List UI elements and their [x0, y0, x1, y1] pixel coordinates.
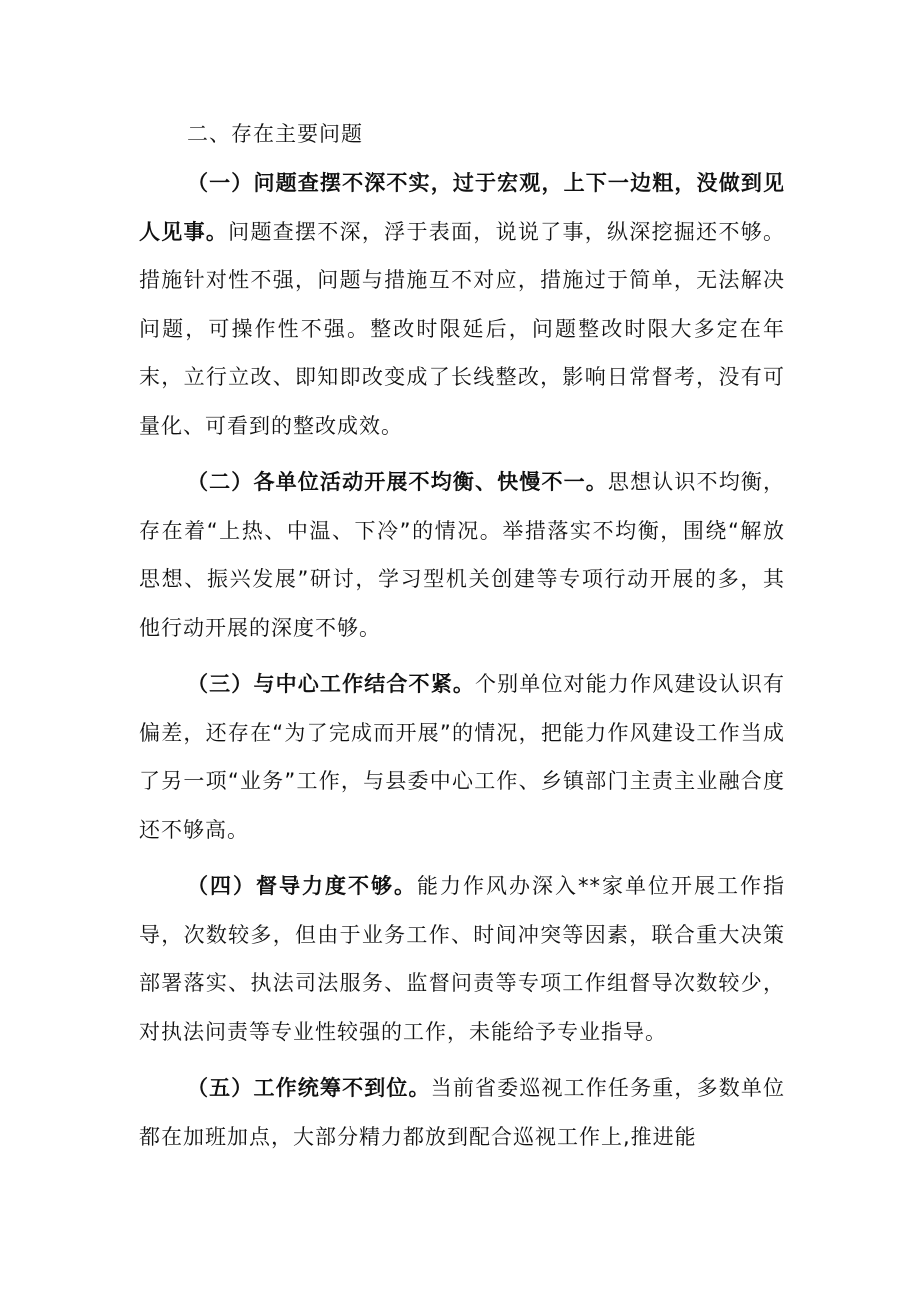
- paragraph-3-lead: （三）与中心工作结合不紧。: [187, 672, 475, 696]
- paragraph-4-lead: （四）督导力度不够。: [187, 874, 417, 898]
- paragraph-1-body: 问题查摆不深，浮于表面，说说了事，纵深挖掘还不够。措施针对性不强，问题与措施互不对应，措施过于简单，无法解决问题，可操作性不强。整改时限延后，问题整改时限大多定在年末，立行立改、即知即改变成了长线整改，影响日常督考，没有可量化、可看到的整改成效。: [139, 219, 786, 438]
- paragraph-1: [139, 159, 785, 450]
- paragraph-5: [139, 1064, 785, 1161]
- paragraph-3: [139, 660, 785, 854]
- paragraph-1-lead: （一）问题查摆不深不实，过于宏观，上下一边粗，没做到见人见事。: [139, 171, 785, 244]
- paragraph-3-body: 个别单位对能力作风建设认识有偏差，还存在“为了完成而开展”的情况，把能力作风建设工作当成了另一项“业务”工作，与县委中心工作、乡镇部门主责主业融合度还不够高。: [139, 672, 785, 842]
- paragraph-2-lead: （二）各单位活动开展不均衡、快慢不一。: [187, 470, 608, 494]
- paragraph-4-body: 能力作风办深入**家单位开展工作指导，次数较多，但由于业务工作、时间冲突等因素，联合重大决策部署落实、执法司法服务、监督问责等专项工作组督导次数较少，对执法问责等专业性较强的工作，未能给予专业指导。: [139, 874, 785, 1044]
- paragraph-5-lead: （五）工作统筹不到位。: [187, 1076, 431, 1100]
- paragraph-2-body: 思想认识不均衡，存在着“上热、中温、下冷”的情况。举措落实不均衡，围绕“解放思想、振兴发展”研讨，学习型机关创建等专项行动开展的多，其他行动开展的深度不够。: [139, 470, 785, 640]
- paragraph-2: [139, 458, 785, 652]
- document-body: [139, 110, 785, 1169]
- paragraph-4: [139, 862, 785, 1056]
- section-heading: 二、存在主要问题: [187, 122, 363, 146]
- paragraph-5-body: 当前省委巡视工作任务重，多数单位都在加班加点，大部分精力都放到配合巡视工作上,推进能: [139, 1076, 786, 1149]
